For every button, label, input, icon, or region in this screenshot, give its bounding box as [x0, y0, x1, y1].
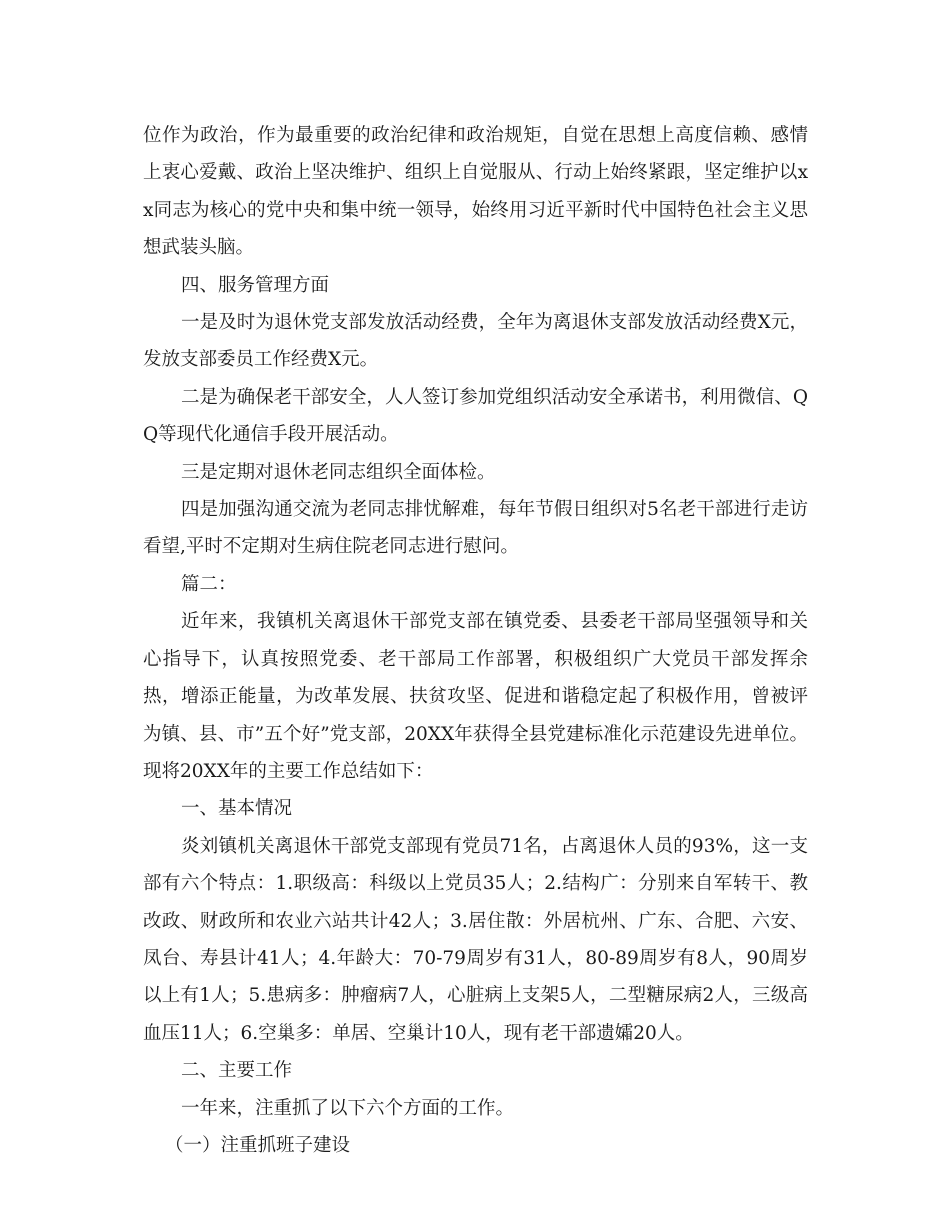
- section-heading: 二、主要工作: [181, 1060, 293, 1082]
- paragraph: 一是及时为退休党支部发放活动经费，全年为离退休支部发放活动经费X元，发放支部委员工作经费X元。: [143, 312, 808, 371]
- paragraph: 三是定期对退休老同志组织全面体检。: [181, 461, 496, 483]
- paragraph: 位作为政治，作为最重要的政治纪律和政治规矩，自觉在思想上高度信赖、感情上衷心爱戴、政治上坚决维护、组织上自觉服从、行动上始终紧跟，坚定维护以xx同志为核心的党中央和集中统一领导，始终用习近平新时代中国特色社会主义思想武装头脑。: [143, 125, 808, 259]
- section-heading: 四、服务管理方面: [181, 274, 330, 296]
- paragraph: 炎刘镇机关离退休干部党支部现有党员71名，占离退休人员的93%，这一支部有六个特点：1.职级高：科级以上党员35人；2.结构广：分别来自军转干、教改政、财政所和农业六站共计42人；3.居住散：外居杭州、广东、合肥、六安、凤台、寿县计41人；4.年龄大：70-79周岁有31人，80-89周岁有8人，90周岁以上有1人；5.患病多：肿瘤病7人，心脏病上支架5人，二型糖尿病2人，三级高血压11人；6.空巢多：单居、空巢计10人，现有老干部遗孀20人。: [143, 835, 808, 1044]
- paragraph: 一年来，注重抓了以下六个方面的工作。: [181, 1097, 515, 1119]
- paragraph: 四是加强沟通交流为老同志排忧解难，每年节假日组织对5名老干部进行走访看望,平时不定期对生病住院老同志进行慰问。: [143, 499, 808, 558]
- document-body: [143, 117, 808, 1164]
- section-heading: 一、基本情况: [181, 798, 293, 820]
- paragraph: 二是为确保老干部安全，人人签订参加党组织活动安全承诺书，利用微信、QQ等现代化通信手段开展活动。: [143, 386, 808, 446]
- part-heading: 篇二：: [181, 573, 237, 595]
- subsection-heading: （一）注重抓班子建设: [165, 1134, 351, 1156]
- paragraph: 近年来，我镇机关离退休干部党支部在镇党委、县委老干部局坚强领导和关心指导下，认真按照党委、老干部局工作部署，积极组织广大党员干部发挥余热，增添正能量，为改革发展、扶贫攻坚、促进和谐稳定起了积极作用，曾被评为镇、县、市”五个好”党支部，20XX年获得全县党建标准化示范建设先进单位。现将20XX年的主要工作总结如下：: [143, 611, 808, 782]
